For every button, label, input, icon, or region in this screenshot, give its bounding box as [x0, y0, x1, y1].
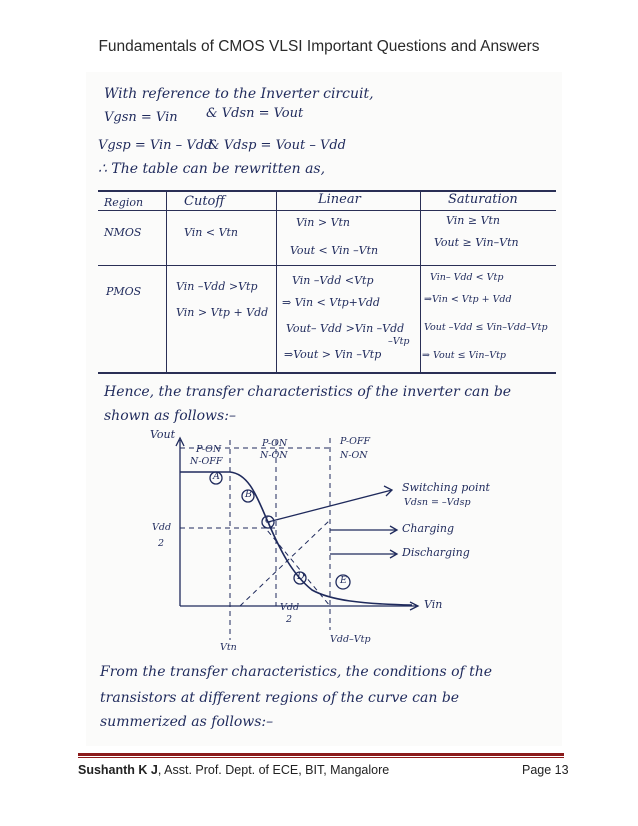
tick-vdd2-den: 2 — [286, 614, 293, 625]
vdd2-label-den: 2 — [158, 538, 165, 549]
pmos-linear-2: ⇒ Vin < Vtp+Vdd — [282, 296, 380, 309]
intro-line-1: With reference to the Inverter circuit, — [104, 86, 374, 102]
pmos-linear-4: ⇒Vout > Vin –Vtp — [284, 348, 382, 361]
pmos-sat-2: ⇒Vin < Vtp + Vdd — [424, 294, 512, 305]
footer-rule-thick — [78, 753, 564, 756]
vtc-curve — [180, 472, 412, 605]
tick-vdd2-num: Vdd — [280, 602, 300, 613]
table-header-linear: Linear — [318, 192, 361, 207]
pmos-cutoff-1: Vin –Vdd >Vtp — [176, 280, 258, 293]
pmos-sat-4: ⇒ Vout ≤ Vin–Vtp — [422, 350, 506, 361]
transfer-intro-2: shown as follows:– — [104, 408, 236, 424]
region-3-pmos: P-OFF — [340, 436, 371, 447]
pmos-linear-1: Vin –Vdd <Vtp — [292, 274, 374, 287]
table-header-region: Region — [104, 196, 144, 209]
transfer-intro-1: Hence, the transfer characteristics of the inverter can be — [104, 384, 512, 400]
pmos-sat-1: Vin– Vdd < Vtp — [430, 272, 504, 283]
footer-rule-thin — [78, 757, 564, 758]
conclusion-line-2: transistors at different regions of the curve can be — [100, 690, 460, 706]
intro-vgsn: Vgsn = Vin — [104, 110, 178, 125]
nmos-label: NMOS — [104, 226, 142, 239]
intro-vgsp: Vgsp = Vin – Vdd — [98, 138, 213, 153]
tick-vdd-minus-vtp: Vdd–Vtp — [330, 634, 371, 645]
discharging-label: Discharging — [402, 546, 470, 559]
point-a-label: A — [213, 471, 220, 482]
switching-condition-label: Vdsn = –Vdsp — [404, 497, 471, 508]
footer-affiliation: , Asst. Prof. Dept. of ECE, BIT, Mangalore — [157, 763, 390, 777]
nmos-cutoff: Vin < Vtn — [184, 226, 239, 239]
point-b-label: B — [245, 489, 252, 500]
table-header-saturation: Saturation — [448, 192, 518, 207]
switching-point-label: Switching point — [402, 481, 490, 494]
table-header-cutoff: Cutoff — [184, 194, 225, 209]
page-header: Fundamentals of CMOS VLSI Important Questions and Answers — [98, 38, 540, 55]
point-c-label: C — [265, 515, 273, 526]
pmos-linear-3: Vout– Vdd >Vin –Vdd — [286, 322, 405, 335]
intro-vdsp: & Vdsp = Vout – Vdd — [208, 138, 346, 153]
conclusion-line-3: summerized as follows:– — [100, 714, 274, 730]
pmos-label: PMOS — [106, 285, 142, 298]
graph-x-label: Vin — [424, 598, 443, 611]
region-1-nmos: N-OFF — [190, 456, 223, 467]
region-3-nmos: N-ON — [340, 450, 368, 461]
discharging-line — [262, 524, 330, 606]
nmos-sat-1: Vin ≥ Vtn — [446, 214, 501, 227]
point-d-label: D — [297, 571, 305, 582]
pmos-linear-3b: –Vtp — [388, 336, 410, 347]
nmos-sat-2: Vout ≥ Vin–Vtn — [434, 236, 519, 249]
region-2-pmos: P-ON — [262, 438, 288, 449]
graph-y-label: Vout — [150, 428, 176, 441]
nmos-linear-2: Vout < Vin –Vtn — [290, 244, 379, 257]
intro-vdsn: & Vdsn = Vout — [206, 106, 304, 121]
footer-author: Sushanth K J — [78, 763, 158, 777]
nmos-linear-1: Vin > Vtn — [296, 216, 351, 229]
vdd2-label-num: Vdd — [152, 522, 172, 533]
pmos-sat-3: Vout –Vdd ≤ Vin–Vdd–Vtp — [424, 322, 548, 333]
region-1-pmos: P-ON — [196, 444, 222, 455]
pmos-cutoff-2: Vin > Vtp + Vdd — [176, 306, 269, 319]
conclusion-line-1: From the transfer characteristics, the conditions of the — [100, 664, 493, 680]
footer-credit — [78, 763, 389, 777]
intro-table-note: ∴ The table can be rewritten as, — [98, 161, 326, 177]
footer-page-number: Page 13 — [522, 763, 569, 777]
tick-vtn: Vtn — [220, 642, 237, 653]
region-2-nmos: N-ON — [260, 450, 288, 461]
charging-label: Charging — [402, 522, 455, 535]
point-e-label: E — [340, 575, 347, 586]
